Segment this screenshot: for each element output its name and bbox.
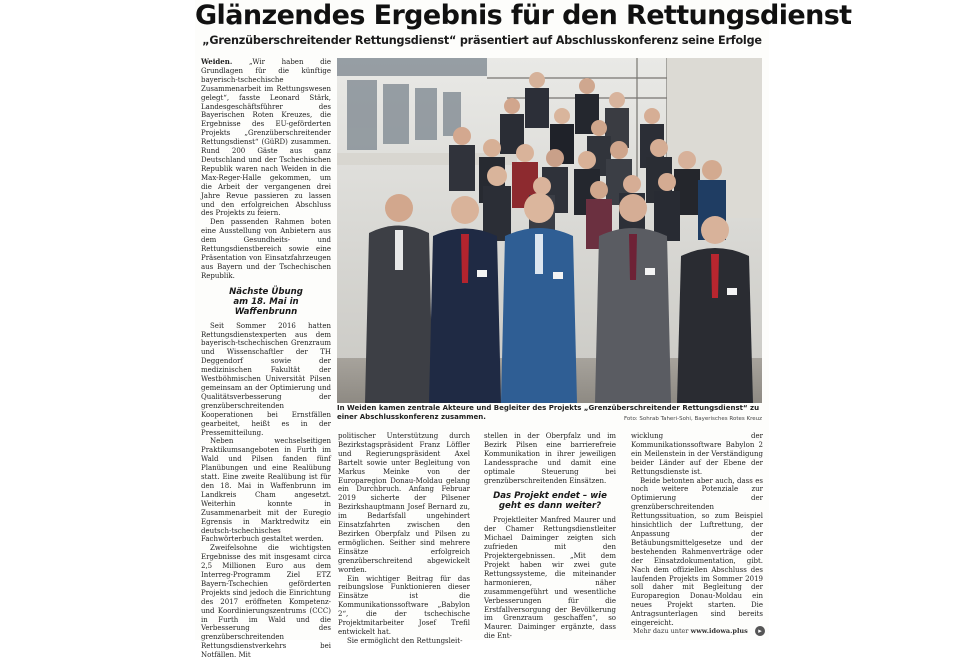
photo-caption: In Weiden kamen zentrale Akteure und Begleiter des Projekts „Grenzüberschreitender Rettungsdienst“ zu einer Abschlusskonferenz zusammen. [337,404,760,421]
paragraph: Seit Sommer 2016 hatten Rettungsdienstexperten aus dem bayerisch-tschechischen Grenzraum und Wissenschaftler der TH Deggendorf sowie der medizinischen Fakultät der Westböhmischen Universität Pilsen gemeinsam an der Optimierung und Qualitätsverbesserung der grenzüberschreitenden Kooperationen bei Ernstfällen gearbeitet, heißt es in der Pressemitteilung. [201,321,331,437]
section-subtitle-line: Nächste Übung [229,286,303,297]
paragraph [201,58,331,218]
paragraph: Zweifelsohne die wichtigsten Ergebnisse des mit insgesamt circa 2,5 Millionen Euro aus dem Interreg-Programm Ziel ETZ Bayern-Tschechien geförderten Projekts sind jedoch die Einrichtung des 2017 eröffneten Kompetenz- und Koordinierungszentrums (CCC) in Furth im Wald und die Verbesserung des grenzüberschreitenden Rettungsdienstverkehrs bei Notfällen. Mit [201,544,331,660]
photo-credit: Foto: Sohrab Taheri-Sohi, Bayerisches Rotes Kreuz [623,416,762,422]
newspaper-page [195,0,852,660]
section-subtitle [484,491,616,511]
text-column-2 [338,432,470,645]
paragraph: Beide betonten aber auch, dass es noch weitere Potenziale zur Optimierung der grenzüberschreitenden Rettungssituation, so zum Beispiel hinsichtlich der Luftrettung, der Anpassung der Betäubungsmittelgesetze und der bestehenden Rahmenverträge oder der Einsatzdokumentation, gibt. Nach dem offiziellen Abschluss des laufenden Projekts im Sommer 2019 soll daher mit Begleitung der Europaregion Donau-Moldau ein neues Projekt starten. Die Antragsunterlagen sind bereits eingereicht. [631,476,763,628]
paragraph: politischer Unterstützung durch Bezirkstagspräsident Franz Löffler und Regierungspräsident Axel Bartelt sowie unter Begleitung von Markus Meinke von der Europaregion Donau-Moldau gelang ein Durchbruch. Anfang Februar 2019 sicherte der Pilsener Bezirkshauptmann Josef Bernard zu, im Bedarfsfall ungehindert Einsatzfahrten zwischen den Bezirken Oberpfalz und Pilsen zu ermöglichen. Seither sind mehrere Einsätze erfolgreich grenzüberschreitend abgewickelt worden. [338,432,470,574]
paragraph: wicklung der Kommunikationssoftware Babylon 2 ein Meilenstein in der Verständigung beider Länder auf der Ebene der Rettungsdienste ist. [631,432,763,476]
arrow-right-circle-icon: ▸ [755,626,765,636]
section-subtitle [201,287,331,317]
text-column-4 [631,432,763,628]
dateline: Weiden. [201,57,233,66]
footer-text: Mehr dazu unter [633,627,689,635]
section-subtitle-line: geht es dann weiter? [498,501,602,512]
paragraph: Projektleiter Manfred Maurer und der Chamer Rettungsdienstleiter Michael Daiminger zeigten sich zufrieden mit den Projektergebnissen. „Mit dem Projekt haben wir zwei gute Rettungssysteme, die miteinander harmonieren, näher zusammengeführt und wesentliche Verbesserungen für die Erstfallversorgung der Bevölkerung im Grenzraum geschaffen“, so Maurer. Daiminger ergänzte, dass die Ent- [484,516,616,641]
paragraph: Sie ermöglicht den Rettungsleit- [347,636,463,645]
paragraph: stellen in der Oberpfalz und im Bezirk Pilsen eine barrierefreie Kommunikation in ihrer jeweiligen Landessprache und damit eine optimale Steuerung bei grenzüberschreitenden Einsätzen. [484,432,616,485]
article-footer [633,627,748,635]
group-photo-illustration [337,58,762,403]
paragraph: Den passenden Rahmen boten eine Ausstellung von Anbietern aus dem Gesundheits- und Rettungsdienstbereich sowie eine Präsentation von Einsatzfahrzeugen aus Bayern und der Tschechischen Republik. [201,218,331,280]
article-headline: Glänzendes Ergebnis für den Rettungsdienst [195,0,852,31]
paragraph: Ein wichtiger Beitrag für das reibungslose Funktionieren dieser Einsätze ist die Kommunikationssoftware „Babylon 2“, die der tschechische Projektmitarbeiter Josef Trefil entwickelt hat. [338,574,470,636]
article-subhead: „Grenzüberschreitender Rettungsdienst“ präsentiert auf Abschlusskonferenz seine Erfolge [202,34,762,47]
section-subtitle-line: am 18. Mai in Waffenbrunn [233,296,299,317]
footer-link[interactable]: www.idowa.plus [690,627,748,635]
paragraph-text: „Wir haben die Grundlagen für die künftige bayerisch-tschechische Zusammenarbeit im Rettungswesen gelegt“, fasste Leonard Stärk, Landesgeschäftsführer des Bayerischen Roten Kreuzes, die Ergebnisse des EU-geförderten Projekts „Grenzüberschreitender Rettungsdienst“ (GüRD) zusammen. Rund 200 Gäste aus ganz Deutschland und der Tschechischen Republik waren nach Weiden in die Max-Reger-Halle gekommen, um die Arbeit der vergangenen drei Jahre Revue passieren zu lassen und den erfolgreichen Abschluss des Projekts zu feiern. [201,58,331,218]
paragraph: Neben wechselseitigen Praktikumsangeboten in Furth im Wald und Pilsen fanden fünf Planübungen und eine Realübung statt. Eine zweite Realübung ist für den 18. Mai in Waffenbrunn im Landkreis Cham angesetzt. Weiterhin konnte in Zusammenarbeit mit der Euregio Egrensis in Marktredwitz ein deutsch-tschechisches Fachwörterbuch gestaltet werden. [201,437,331,544]
section-subtitle-line: Das Projekt endet – wie [493,491,607,502]
text-column-3 [484,432,616,640]
text-column-1 [201,57,331,660]
group-photo [337,58,762,403]
